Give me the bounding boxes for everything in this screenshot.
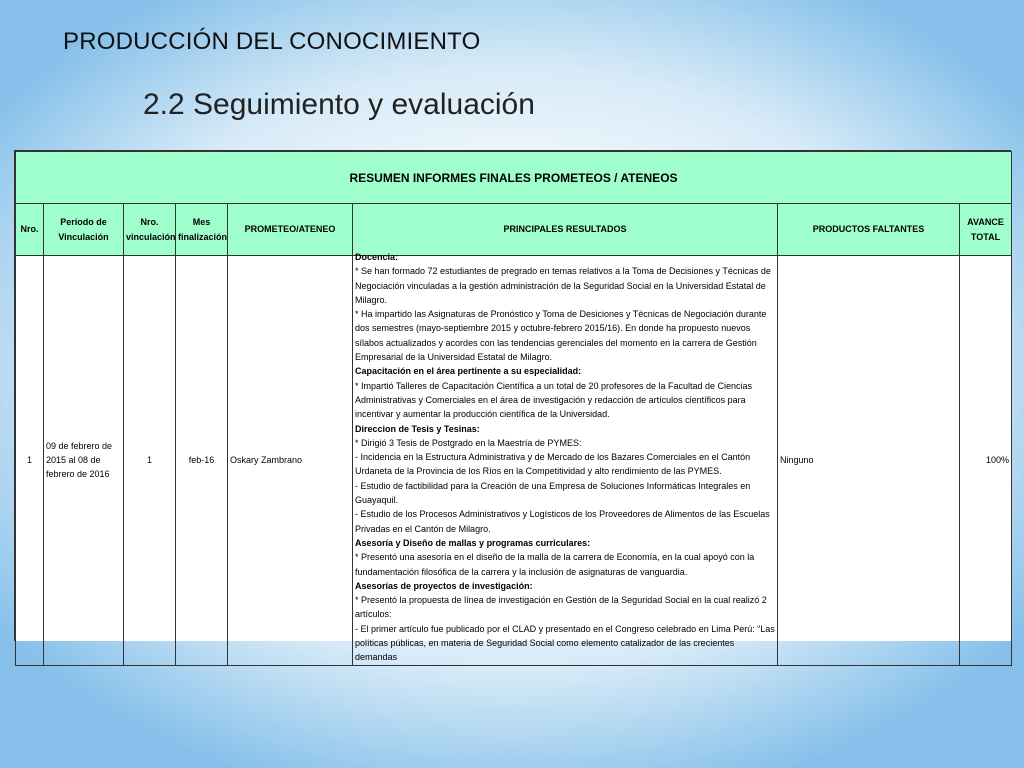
slide-heading: PRODUCCIÓN DEL CONOCIMIENTO (63, 28, 481, 55)
results-line: - El primer artículo fue publicado por el CLAD y presentado en el Congreso celebrado en Lima Perú: “Las políticas públicas, en materia de Seguridad Social como elemento catalizador de las crecientes demandas (355, 623, 775, 663)
cell-principales-resultados (353, 252, 778, 666)
cell-nro: 1 (16, 256, 44, 666)
results-line: * Ha impartido las Asignaturas de Pronóstico y Toma de Desiciones y Técnicas de Negociación durante dos semestres (mayo-septiembre 2015 y octubre-febrero 2015/16). En donde ha propuesto nuevos sílabos actualizados y acordes con las tendencias gerenciales del momento en la carrera de Gestión Empresarial de la Universidad Estatal de Milagro. (355, 309, 767, 363)
results-line: * Impartió Talleres de Capacitación Científica a un total de 20 profesores de la Facultad de Ciencias Administrativas y Comerciales en el área de investigación y redacción de artículos científicos para incentivar y aumentar la producción científica de la Universidad. (355, 380, 753, 420)
report-table-container (14, 150, 1011, 663)
results-list (355, 250, 775, 665)
column-header-prometeo: PROMETEO/ATENEO (228, 204, 353, 256)
results-section-heading: Direccion de Tesis y Tesinas: (355, 423, 480, 434)
cell-mes-finalizacion: feb-16 (176, 256, 228, 666)
column-header-mes-finalizacion: Mes finalización (176, 204, 228, 256)
column-header-nro: Nro. (16, 204, 44, 256)
results-section-heading: Capacitación en el área pertinente a su especialidad: (355, 366, 582, 377)
column-header-nro-vinculacion: Nro. vinculación (124, 204, 176, 256)
column-header-productos-faltantes: PRODUCTOS FALTANTES (778, 204, 960, 256)
table-header-row (16, 204, 1012, 256)
results-section-heading: Asesorías de proyectos de investigación: (355, 580, 533, 591)
table-row (16, 256, 1012, 666)
cell-periodo: 09 de febrero de 2015 al 08 de febrero de 2016 (44, 256, 124, 666)
column-header-resultados: PRINCIPALES RESULTADOS (353, 204, 778, 256)
results-line: - Estudio de los Procesos Administrativos y Logísticos de los Proveedores de Alimentos de las Escuelas Privadas en el Cantón de Milagro. (355, 509, 770, 534)
cell-prometeo: Oskary Zambrano (228, 256, 353, 666)
results-line: * Presentó la propuesta de línea de investigación en Gestión de la Seguridad Social en la cual realizó 2 artículos: (355, 595, 767, 620)
results-line: - Estudio de factibilidad para la Creación de una Empresa de Soluciones Informáticas Integrales en Guayaquil. (355, 480, 751, 506)
results-line: * Dirigió 3 Tesis de Postgrado en la Maestría de PYMES: (355, 437, 582, 448)
column-header-periodo: Período de Vinculación (44, 204, 124, 256)
cell-productos-faltantes: Ninguno (778, 256, 960, 666)
slide-subheading: 2.2 Seguimiento y evaluación (143, 88, 535, 121)
column-header-avance-total: AVANCE TOTAL (960, 204, 1012, 256)
cell-nro-vinculacion: 1 (124, 256, 176, 666)
results-section-heading: Docencia: (355, 252, 399, 262)
cell-avance-total: 100% (960, 256, 1012, 666)
table-banner: RESUMEN INFORMES FINALES PROMETEOS / ATENEOS (16, 152, 1012, 204)
results-line: * Se han formado 72 estudiantes de pregrado en temas relativos a la Toma de Decisiones y Técnicas de Negociación vinculadas a la gestión administración de la Seguridad Social en la Universidad Estatal de Milagro. (355, 266, 771, 305)
results-section-heading: Asesoría y Diseño de mallas y programas curriculares: (355, 537, 591, 548)
report-table (15, 151, 1012, 666)
results-line: * Presentó una asesoría en el diseño de la malla de la carrera de Economía, en la cual apoyó con la fundamentación filosófica de la carrera y la inclusión de asignaturas de vanguardia. (355, 552, 755, 577)
results-line: - Incidencia en la Estructura Administrativa y de Mercado de los Bazares Comerciales en el Cantón Urdaneta de la Provincia de los Ríos en la Competitividad y alto rendimiento de las PYMES. (355, 452, 751, 477)
